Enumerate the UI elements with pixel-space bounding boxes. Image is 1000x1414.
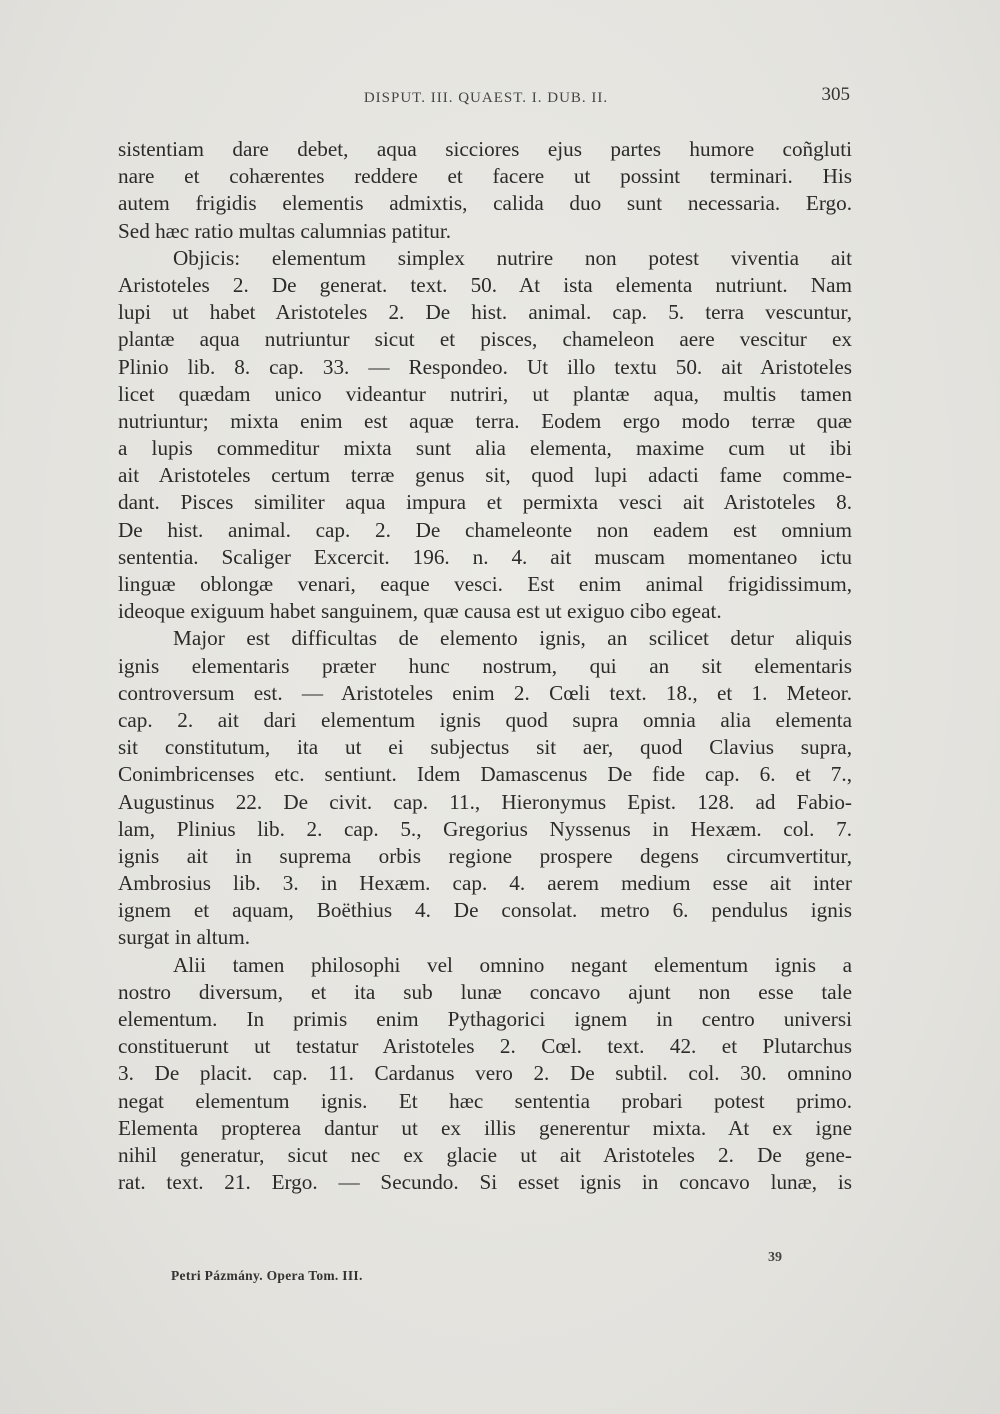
text-line: Elementa propterea dantur ut ex illis generentur mixta. At ex igne — [118, 1115, 852, 1140]
text-line: rat. text. 21. Ergo. — Secundo. Si esset ignis in concavo lunæ, is — [118, 1170, 852, 1195]
text-line: controversum est. — Aristoteles enim 2. Cœli text. 18., et 1. Meteor. — [118, 680, 852, 705]
text-line: negat elementum ignis. Et hæc sententia probari potest primo. — [118, 1088, 852, 1113]
body-text — [118, 136, 852, 1196]
text-line: ignem et aquam, Boëthius 4. De consolat. metro 6. pendulus ignis — [118, 898, 852, 923]
text-line: licet quædam unico videantur nutriri, ut plantæ aqua, multis tamen — [118, 381, 852, 406]
text-line: autem frigidis elementis admixtis, calida duo sunt necessaria. Ergo. — [118, 191, 852, 216]
text-line: Major est difficultas de elemento ignis, an scilicet detur aliquis — [173, 626, 852, 651]
text-line: Alii tamen philosophi vel omnino negant elementum ignis a — [173, 952, 852, 977]
text-line: Objicis: elementum simplex nutrire non potest viventia ait — [173, 245, 852, 270]
text-line: a lupis commeditur mixta sunt alia elementa, maxime cum ut ibi — [118, 436, 852, 461]
text-line: cap. 2. ait dari elementum ignis quod supra omnia alia elementa — [118, 707, 852, 732]
text-line: ideoque exiguum habet sanguinem, quæ causa est ut exiguo cibo egeat. — [118, 599, 722, 624]
text-line: sistentiam dare debet, aqua sicciores ejus partes humore coñgluti — [118, 137, 852, 161]
text-line: lupi ut habet Aristoteles 2. De hist. animal. cap. 5. terra vescuntur, — [118, 300, 852, 325]
text-line: elementum. In primis enim Pythagorici ignem in centro universi — [118, 1007, 852, 1031]
text-line: nihil generatur, sicut nec ex glacie ut ait Aristoteles 2. De gene- — [118, 1142, 852, 1167]
text-line: nostro diversum, et ita sub lunæ concavo ajunt non esse tale — [118, 979, 852, 1004]
text-line: Augustinus 22. De civit. cap. 11., Hieronymus Epist. 128. ad Fabio- — [118, 789, 852, 814]
footer-note: Petri Pázmány. Opera Tom. III. — [171, 1268, 363, 1283]
text-line: dant. Pisces similiter aqua impura et permixta vesci ait Aristoteles 8. — [118, 490, 852, 515]
text-line: sententia. Scaliger Excercit. 196. n. 4. ait muscam momentaneo ictu — [118, 544, 852, 569]
text-line: Plinio lib. 8. cap. 33. — Respondeo. Ut illo textu 50. ait Aristoteles — [118, 354, 852, 379]
text-line: ignis elementaris præter hunc nostrum, qui an sit elementaris — [118, 653, 852, 678]
page-footer — [0, 1250, 1000, 1290]
text-line: 3. De placit. cap. 11. Cardanus vero 2. De subtil. col. 30. omnino — [118, 1061, 852, 1086]
text-line: Conimbricenses etc. sentiunt. Idem Damascenus De fide cap. 6. et 7., — [118, 762, 852, 787]
text-line: linguæ oblongæ venari, eaque vesci. Est enim animal frigidissimum, — [118, 572, 852, 596]
text-line: plantæ aqua nutriuntur sicut et pisces, chameleon aere vescitur ex — [118, 327, 852, 352]
text-line: De hist. animal. cap. 2. De chameleonte non eadem est omnium — [118, 517, 852, 542]
text-line: Sed hæc ratio multas calumnias patitur. — [118, 218, 452, 243]
text-line: constituerunt ut testatur Aristoteles 2. Cœl. text. 42. et Plutarchus — [118, 1034, 852, 1059]
signature-mark: 39 — [768, 1250, 782, 1265]
text-line: sit constitutum, ita ut ei subjectus sit aer, quod Clavius supra, — [118, 735, 852, 760]
page-number: 305 — [821, 84, 850, 105]
text-line: Aristoteles 2. De generat. text. 50. At ista elementa nutriunt. Nam — [118, 272, 852, 297]
text-line: nutriuntur; mixta enim est aquæ terra. Eodem ergo modo terræ quæ — [118, 408, 852, 433]
text-line: Ambrosius lib. 3. in Hexæm. cap. 4. aerem medium esse ait inter — [118, 871, 852, 896]
text-line: ait Aristoteles certum terræ genus sit, quod lupi adacti fame comme- — [118, 463, 852, 488]
running-head — [0, 84, 1000, 114]
text-line: ignis ait in suprema orbis regione prospere degens circumvertitur, — [118, 843, 852, 868]
text-line: nare et cohærentes reddere et facere ut possint terminari. His — [118, 164, 852, 189]
text-line: surgat in altum. — [118, 925, 251, 950]
running-title: DISPUT. III. QUAEST. I. DUB. II. — [363, 90, 609, 106]
text-line: lam, Plinius lib. 2. cap. 5., Gregorius Nyssenus in Hexæm. col. 7. — [118, 816, 852, 841]
